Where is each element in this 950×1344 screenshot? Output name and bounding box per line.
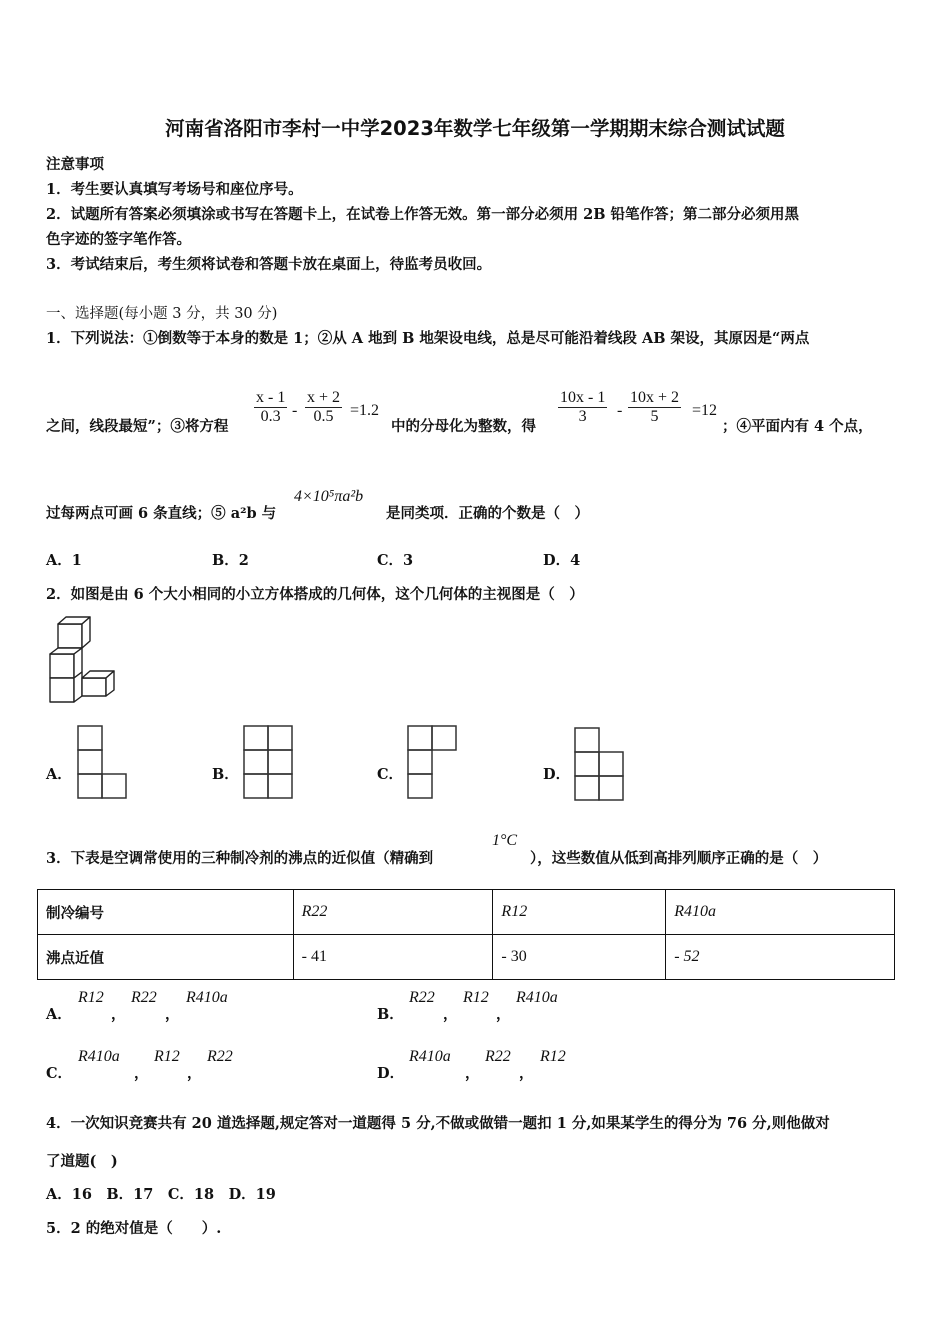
q2-option-c-figure[interactable] — [406, 724, 460, 800]
table-row — [38, 890, 895, 935]
q3-option-d-item: R410a — [409, 1048, 451, 1065]
separator: ， — [496, 1006, 511, 1023]
section-heading: 一、选择题(每小题 3 分，共 30 分) — [46, 306, 278, 322]
q3-option-d-item: R12 — [540, 1048, 566, 1065]
q3-option-b-item: R410a — [516, 989, 558, 1006]
eq1-rhs: =1.2 — [350, 402, 380, 419]
q3-option-b-label[interactable]: B． — [377, 1006, 404, 1023]
q3-option-c-label[interactable]: C． — [46, 1065, 73, 1082]
separator: ， — [187, 1065, 202, 1082]
eq2-minus: - — [617, 402, 623, 419]
notice-item-2b: 色字迹的签字笔作答。 — [46, 231, 191, 248]
q3-option-c-item: R22 — [207, 1048, 233, 1065]
q3-option-a-label[interactable]: A． — [46, 1006, 72, 1023]
q2-label-b[interactable]: B． — [212, 766, 239, 783]
q1-line1: 1．下列说法：①倒数等于本身的数是 1；②从 A 地到 B 地架设电线，总是尽可能沿着线段 AB 架设，其原因是“两点 — [46, 330, 810, 347]
q2-stem: 2．如图是由 6 个大小相同的小立方体搭成的几何体，这个几何体的主视图是（ ） — [46, 586, 584, 603]
q1-option-a[interactable]: A．1 — [46, 552, 82, 569]
eq2-frac1 — [558, 389, 607, 426]
table-cell: - 41 — [293, 935, 493, 980]
eq1-minus: - — [292, 402, 298, 419]
table-cell: 沸点近值 — [38, 935, 294, 980]
q1-option-b[interactable]: B．2 — [212, 552, 249, 569]
q3-option-d-item: R22 — [485, 1048, 511, 1065]
table-row — [38, 935, 895, 980]
q3-option-d-label[interactable]: D． — [377, 1065, 405, 1082]
table-cell: R12 — [493, 890, 666, 935]
q3-unit: 1°C — [492, 832, 518, 849]
separator: ， — [465, 1065, 480, 1082]
eq2-frac2 — [628, 389, 681, 426]
q1-line2b: 中的分母化为整数，得 — [391, 418, 536, 435]
notice-item-3: 3．考试结束后，考生须将试卷和答题卡放在桌面上，待监考员收回。 — [46, 256, 492, 273]
notice-heading: 注意事项 — [46, 156, 104, 173]
eq1-den2: 0.5 — [313, 408, 334, 425]
q1-line2a: 之间，线段最短”；③将方程 — [46, 418, 229, 435]
eq2-num2: 10x + 2 — [630, 389, 680, 406]
eq2-den1: 3 — [578, 408, 587, 425]
q4-options[interactable]: A．16 B．17 C．18 D．19 — [46, 1186, 276, 1203]
page-title: 河南省洛阳市李村一中学2023年数学七年级第一学期期末综合测试试题 — [165, 117, 785, 140]
separator: ， — [111, 1006, 126, 1023]
q1-line3a: 过每两点可画 6 条直线；⑤ a²b 与 — [46, 505, 277, 522]
q4-line2: 了道题( ) — [46, 1153, 118, 1170]
q1-line3b: 是同类项．正确的个数是（ ） — [386, 505, 589, 522]
eq1-den1: 0.3 — [260, 408, 281, 425]
eq2-rhs: =12 — [692, 402, 718, 419]
cube-solid-figure — [44, 614, 116, 708]
table-cell: 制冷编号 — [38, 890, 294, 935]
table-cell: - 52 — [666, 935, 895, 980]
table-cell: - 30 — [493, 935, 666, 980]
q3-option-b-item: R22 — [409, 989, 435, 1006]
eq1-frac1 — [254, 389, 287, 426]
q1-option-d[interactable]: D．4 — [543, 552, 581, 569]
eq1-num2: x + 2 — [307, 389, 341, 406]
separator: ， — [519, 1065, 534, 1082]
eq2-num1: 10x - 1 — [560, 389, 606, 406]
q3-option-b-item: R12 — [463, 989, 489, 1006]
q3-stem-b: ），这些数值从低到高排列顺序正确的是（ ） — [530, 850, 828, 867]
q3-stem-a: 3．下表是空调常使用的三种制冷剂的沸点的近似值（精确到 — [46, 850, 434, 867]
q4-line1: 4．一次知识竞赛共有 20 道选择题,规定答对一道题得 5 分,不做或做错一题扣 1 分,如果某学生的得分为 76 分,则他做对 — [46, 1115, 830, 1132]
q1-option-c[interactable]: C．3 — [377, 552, 414, 569]
q3-option-a-item: R410a — [186, 989, 228, 1006]
q5-stem: 5．2 的绝对值是（ ）. — [46, 1220, 222, 1237]
q2-option-a-figure[interactable] — [76, 724, 130, 800]
separator: ， — [134, 1065, 149, 1082]
q2-option-d-figure[interactable] — [573, 726, 627, 802]
notice-item-2a: 2．试题所有答案必须填涂或书写在答题卡上，在试卷上作答无效。第一部分必须用 2B 铅笔作答；第二部分必须用黑 — [46, 206, 800, 223]
q3-option-a-item: R22 — [131, 989, 157, 1006]
q1-expression: 4×10⁵πa²b — [294, 488, 364, 505]
q2-label-c[interactable]: C． — [377, 766, 404, 783]
q2-option-b-figure[interactable] — [242, 724, 296, 800]
eq1-frac2 — [305, 389, 342, 426]
q3-option-a-item: R12 — [78, 989, 104, 1006]
q2-label-d[interactable]: D． — [543, 766, 571, 783]
separator: ， — [165, 1006, 180, 1023]
table-cell: R22 — [293, 890, 493, 935]
q3-option-c-item: R12 — [154, 1048, 180, 1065]
notice-item-1: 1．考生要认真填写考场号和座位序号。 — [46, 181, 303, 198]
boiling-point-table — [37, 889, 895, 980]
q2-label-a[interactable]: A． — [46, 766, 72, 783]
eq2-den2: 5 — [650, 408, 659, 425]
q3-option-c-item: R410a — [78, 1048, 120, 1065]
separator: ， — [443, 1006, 458, 1023]
q1-line2c: ；④平面内有 4 个点， — [722, 418, 873, 435]
table-cell: R410a — [666, 890, 895, 935]
eq1-num1: x - 1 — [256, 389, 286, 406]
